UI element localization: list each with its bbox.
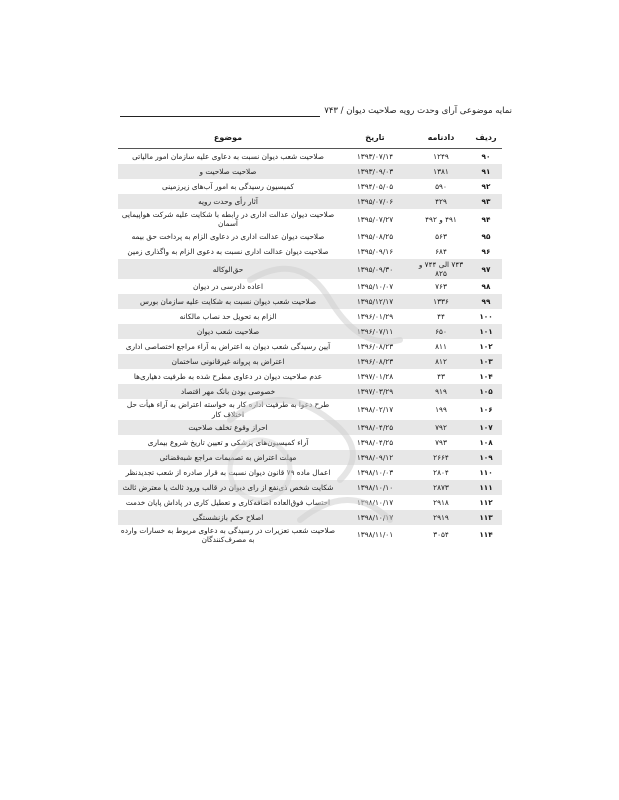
cell-date: ۱۳۹۳/۰۷/۱۴ (356, 151, 394, 161)
cell-subject: احتساب فوق‌العاده اضافه‌کاری و تعطیل کاری در پاداش پایان خدمت (125, 497, 331, 507)
cell-row-number: ۱۰۱ (470, 324, 502, 339)
cell-date: ۱۳۹۷/۰۱/۲۸ (356, 372, 394, 382)
table-row (118, 309, 502, 324)
cell-dadnameh: ۱۳۳۶ (412, 294, 470, 309)
column-header-dadnameh: دادنامه (412, 126, 470, 149)
page-header (120, 106, 512, 120)
cell-date: ۱۳۹۸/۱۱/۰۱ (356, 530, 394, 540)
cell-row-number: ۱۰۴ (479, 372, 493, 382)
cell-dadnameh: ۱۹۹ (435, 404, 447, 414)
cell-dadnameh: ۵۹۰ (435, 181, 447, 191)
cell-row-number: ۱۰۳ (470, 354, 502, 369)
cell-dadnameh: ۲۸۷۳ (412, 480, 470, 495)
header-rule (120, 116, 320, 117)
table-row (118, 510, 502, 525)
cell-row-number: ۹۶ (481, 247, 491, 257)
cell-row-number: ۱۱۲ (479, 497, 493, 507)
cell-row-number: ۹۷ (470, 259, 502, 279)
table-row (118, 194, 502, 209)
cell-dadnameh: ۴۳ (437, 372, 445, 382)
table-header-row (118, 126, 502, 149)
column-header-date: تاریخ (338, 126, 412, 149)
cell-row-number: ۱۰۲ (479, 342, 493, 352)
cell-subject: آیین رسیدگی شعب دیوان به اعتراض به آراء مراجع اختصاصی اداری (125, 342, 331, 352)
cell-row-number: ۱۱۴ (479, 530, 493, 540)
cell-row-number: ۱۰۵ (470, 384, 502, 399)
cell-row-number: ۹۳ (470, 194, 502, 209)
index-table (118, 126, 502, 545)
cell-dadnameh: ۳۰۵۴ (433, 530, 449, 540)
cell-subject: اعمال ماده ۷۹ قانون دیوان نسبت به قرار صادره از شعب تجدیدنظر (125, 467, 331, 477)
cell-subject: عدم صلاحیت دیوان در دعاوی مطرح شده به طرفیت دهیاری‌ها (133, 372, 323, 382)
cell-date: ۱۳۹۳/۰۹/۰۳ (338, 164, 412, 179)
cell-subject: صلاحیت شعب دیوان نسبت به دعاوی علیه سازمان امور مالیاتی (132, 151, 324, 161)
cell-subject: صلاحیت دیوان عدالت اداری در دعاوی الزام به پرداخت حق بیمه (131, 232, 325, 242)
cell-dadnameh: ۱۳۸۱ (412, 164, 470, 179)
cell-subject: آثار رأی وحدت رویه (118, 194, 338, 209)
cell-subject: حق‌الوکاله (118, 259, 338, 279)
cell-dadnameh: ۴۴ (437, 312, 445, 322)
table-row (118, 179, 502, 194)
cell-row-number: ۱۰۹ (470, 450, 502, 465)
cell-date: ۱۳۹۸/۰۴/۲۵ (338, 420, 412, 435)
cell-date: ۱۳۹۵/۰۸/۲۵ (356, 232, 394, 242)
cell-dadnameh: ۱۲۴۹ (433, 151, 449, 161)
table-row (118, 450, 502, 465)
cell-date: ۱۳۹۵/۰۹/۳۰ (338, 259, 412, 279)
running-head-title: نمایه موضوعی آرای وحدت رویه صلاحیت دیوان / ۷۴۳ (324, 106, 512, 116)
table-row (118, 164, 502, 179)
cell-date: ۱۳۹۵/۱۲/۱۷ (338, 294, 412, 309)
table-row (118, 420, 502, 435)
cell-row-number: ۹۴ (481, 214, 491, 224)
cell-subject: اصلاح حکم بازنشستگی (118, 510, 338, 525)
cell-date: ۱۳۹۵/۱۰/۰۷ (356, 282, 394, 292)
cell-date: ۱۳۹۸/۱۰/۱۷ (356, 497, 394, 507)
cell-date: ۱۳۹۸/۰۹/۱۲ (338, 450, 412, 465)
cell-row-number: ۱۰۷ (470, 420, 502, 435)
cell-subject: آراء کمیسیون‌های پزشکی و تعیین تاریخ شروع بیماری (147, 437, 309, 447)
cell-subject: مهلت اعتراض به تصمیمات مراجع شبه‌قضائی (118, 450, 338, 465)
table-row (118, 324, 502, 339)
cell-date: ۱۳۹۸/۰۲/۱۷ (356, 404, 394, 414)
table-row (118, 294, 502, 309)
cell-dadnameh: ۲۸۰۴ (433, 467, 449, 477)
cell-subject: صلاحیت دیوان عدالت اداری در رابطه با شکایت علیه شرکت هواپیمایی آسمان (121, 210, 335, 229)
cell-subject: صلاحیت شعب دیوان (118, 324, 338, 339)
cell-dadnameh: ۶۸۴ (435, 247, 447, 257)
cell-dadnameh: ۷۹۲ (412, 420, 470, 435)
table-row (118, 339, 502, 354)
cell-subject: صلاحیت شعب دیوان نسبت به شکایت علیه سازمان بورس (118, 294, 338, 309)
cell-row-number: ۱۱۰ (479, 467, 493, 477)
cell-row-number: ۱۱۳ (470, 510, 502, 525)
cell-date: ۱۳۹۵/۰۷/۰۶ (338, 194, 412, 209)
table-row (118, 435, 502, 450)
table-row (118, 369, 502, 384)
cell-subject: طرح دعوا به طرفیت اداره کار به خواسته اعتراض به آراء هیأت حل اختلاف کار (126, 400, 330, 419)
cell-row-number: ۱۰۸ (479, 437, 493, 447)
cell-date: ۱۳۹۸/۱۰/۱۰ (338, 480, 412, 495)
cell-dadnameh: ۸۱۱ (435, 342, 447, 352)
cell-dadnameh: ۲۹۱۹ (412, 510, 470, 525)
column-header-row-number: ردیف (470, 126, 502, 149)
cell-subject: صلاحیت دیوان عدالت اداری نسبت به دعوی الزام به واگذاری زمین (127, 247, 329, 257)
cell-dadnameh: ۴۲۹ (412, 194, 470, 209)
cell-dadnameh: ۴۹۱ و ۴۹۲ (425, 214, 457, 224)
cell-date: ۱۳۹۶/۰۸/۲۳ (356, 342, 394, 352)
table-row (118, 244, 502, 259)
cell-subject: صلاحیت صلاحیت و (118, 164, 338, 179)
table-row (118, 495, 502, 510)
table-row (118, 399, 502, 419)
table-row (118, 149, 502, 165)
cell-subject: صلاحیت شعب تعزیرات در رسیدگی به دعاوی مربوط به خسارات وارده به مصرف‌کنندگان (120, 525, 336, 544)
cell-dadnameh: ۵۶۳ (435, 232, 447, 242)
cell-subject: شکایت شخص ذی‌نفع از رای دیوان در قالب ورود ثالث یا معترض ثالث (118, 480, 338, 495)
table-row (118, 384, 502, 399)
cell-dadnameh: ۷۹۳ (435, 437, 447, 447)
table-row (118, 259, 502, 279)
cell-row-number: ۹۸ (481, 282, 491, 292)
cell-date: ۱۳۹۸/۱۰/۱۷ (338, 510, 412, 525)
cell-subject: اعتراض به پروانه غیرقانونی ساختمان (118, 354, 338, 369)
cell-row-number: ۹۱ (470, 164, 502, 179)
cell-subject: احراز وقوع تخلف صلاحیت (118, 420, 338, 435)
table-row (118, 209, 502, 229)
cell-row-number: ۹۹ (470, 294, 502, 309)
cell-row-number: ۹۰ (481, 151, 491, 161)
cell-date: ۱۳۹۵/۰۷/۲۷ (356, 214, 394, 224)
table-row (118, 354, 502, 369)
cell-date: ۱۳۹۶/۰۱/۲۹ (356, 312, 394, 322)
cell-subject: الزام به تحویل حد نصاب مالکانه (179, 312, 277, 322)
cell-subject: اعاده دادرسی در دیوان (192, 282, 264, 292)
cell-row-number: ۱۰۰ (479, 312, 493, 322)
cell-row-number: ۱۱۱ (470, 480, 502, 495)
cell-subject: خصوصی بودن بانک مهر اقتصاد (118, 384, 338, 399)
cell-date: ۱۳۹۸/۰۴/۲۵ (356, 437, 394, 447)
cell-date: ۱۳۹۷/۰۳/۲۹ (338, 384, 412, 399)
cell-dadnameh: ۶۵۰ (412, 324, 470, 339)
cell-dadnameh: ۲۶۶۴ (412, 450, 470, 465)
cell-subject: کمیسیون رسیدگی به امور آب‌های زیرزمینی (162, 181, 294, 191)
table-row (118, 279, 502, 294)
cell-row-number: ۹۵ (481, 232, 491, 242)
cell-dadnameh: ۸۱۲ (412, 354, 470, 369)
table-row (118, 480, 502, 495)
cell-dadnameh: ۷۴۳ الی ۷۴۴ و ۸۲۵ (412, 259, 470, 279)
cell-dadnameh: ۲۹۱۸ (433, 497, 449, 507)
cell-row-number: ۹۲ (481, 181, 491, 191)
table-row (118, 465, 502, 480)
cell-row-number: ۱۰۶ (479, 404, 493, 414)
column-header-subject: موضوع (118, 126, 338, 149)
cell-date: ۱۳۹۶/۰۷/۱۱ (338, 324, 412, 339)
cell-date: ۱۳۹۴/۰۵/۰۵ (356, 181, 394, 191)
table-row (118, 525, 502, 545)
table-row (118, 229, 502, 244)
cell-date: ۱۳۹۸/۱۰/۰۳ (356, 467, 394, 477)
cell-dadnameh: ۷۶۳ (435, 282, 447, 292)
cell-dadnameh: ۹۱۹ (412, 384, 470, 399)
cell-date: ۱۳۹۵/۰۹/۱۶ (356, 247, 394, 257)
cell-date: ۱۳۹۶/۰۸/۲۳ (338, 354, 412, 369)
